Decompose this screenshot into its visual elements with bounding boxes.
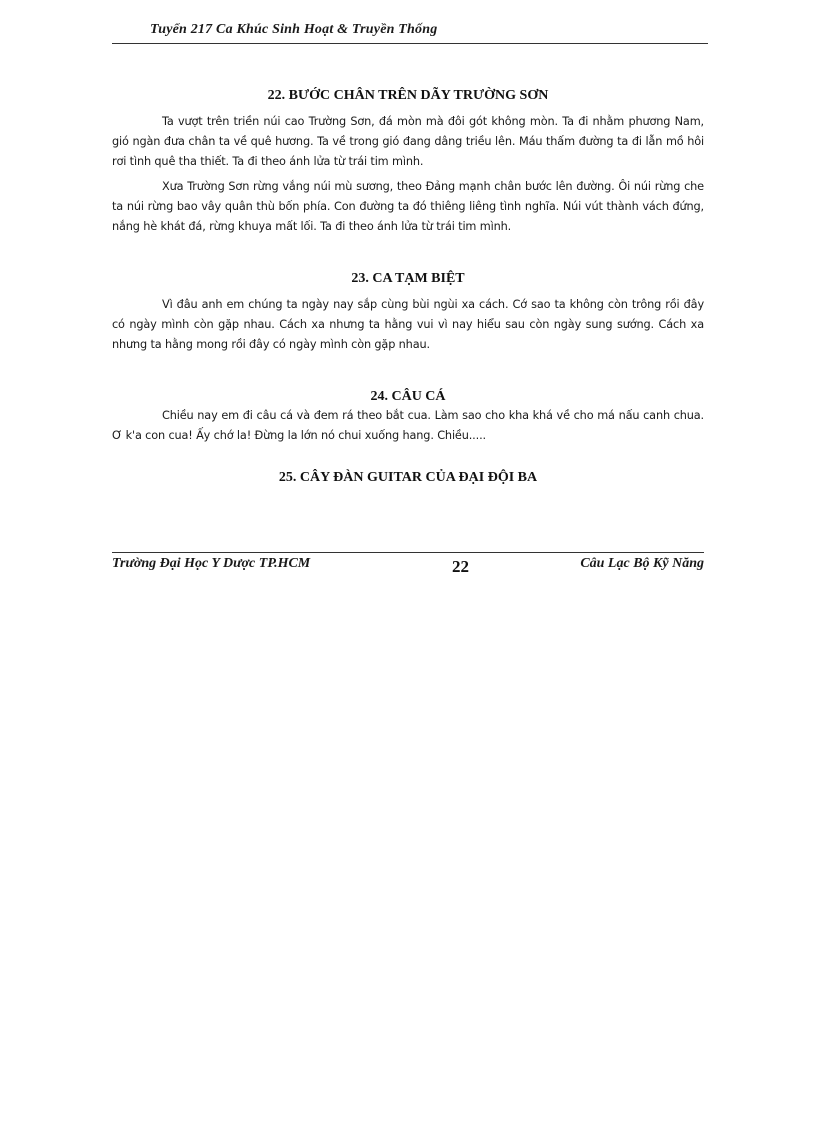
song-23 [112, 271, 704, 355]
footer-school-name: Trường Đại Học Y Dược TP.HCM [112, 556, 311, 571]
song-title: 24. CÂU CÁ [370, 389, 446, 404]
song-verse: Chiều nay em đi câu cá và đem rá theo bắt cua. Làm sao cho kha khá về cho má nấu canh chua. Ơ k'a con cua! Ấy chớ la! Đừng la lớn nó chui xuống hang. Chiều..... [112, 409, 704, 442]
song-list [112, 88, 704, 486]
page-number: 22 [452, 557, 469, 576]
song-24 [112, 389, 704, 446]
header-divider [112, 43, 708, 44]
song-25 [112, 470, 704, 486]
page-header-title: Tuyển 217 Ca Khúc Sinh Hoạt & Truyền Thống [150, 22, 438, 37]
footer-divider [112, 552, 704, 553]
song-22 [112, 88, 704, 237]
song-verse: Vì đâu anh em chúng ta ngày nay sắp cùng bùi ngùi xa cách. Cớ sao ta không còn trông rồi đây có ngày mình còn gặp nhau. Cách xa nhưng ta hằng vui vì nay hiểu sau còn ngày sung sướng. Cách xa nhưng ta hằng mong rồi đây có ngày mình còn gặp nhau. [112, 298, 704, 351]
song-title: 23. CA TẠM BIỆT [351, 271, 465, 286]
song-verse: Xưa Trường Sơn rừng vắng núi mù sương, theo Đảng mạnh chân bước lên đường. Ôi núi rừng che ta núi rừng bao vây quân thù bốn phía. Con đường ta đó thiêng liêng tình nghĩa. Núi vút thành vách đứng, nắng hè khát đá, rừng khuya mất lối. Ta đi theo ánh lửa từ trái tim mình. [112, 180, 704, 233]
song-title: 22. BƯỚC CHÂN TRÊN DÃY TRƯỜNG SƠN [267, 88, 549, 103]
song-title: 25. CÂY ĐÀN GUITAR CỦA ĐẠI ĐỘI BA [278, 470, 538, 485]
song-verse: Ta vượt trên triền núi cao Trường Sơn, đá mòn mà đôi gót không mòn. Ta đi nhằm phương Nam, gió ngàn đưa chân ta về quê hương. Ta về trong gió đang dâng triều lên. Máu thấm đường ta đi lẫn mồ hôi rơi tình quê tha thiết. Ta đi theo ánh lửa từ trái tim mình. [112, 115, 704, 168]
footer-club-name: Câu Lạc Bộ Kỹ Năng [580, 556, 704, 571]
